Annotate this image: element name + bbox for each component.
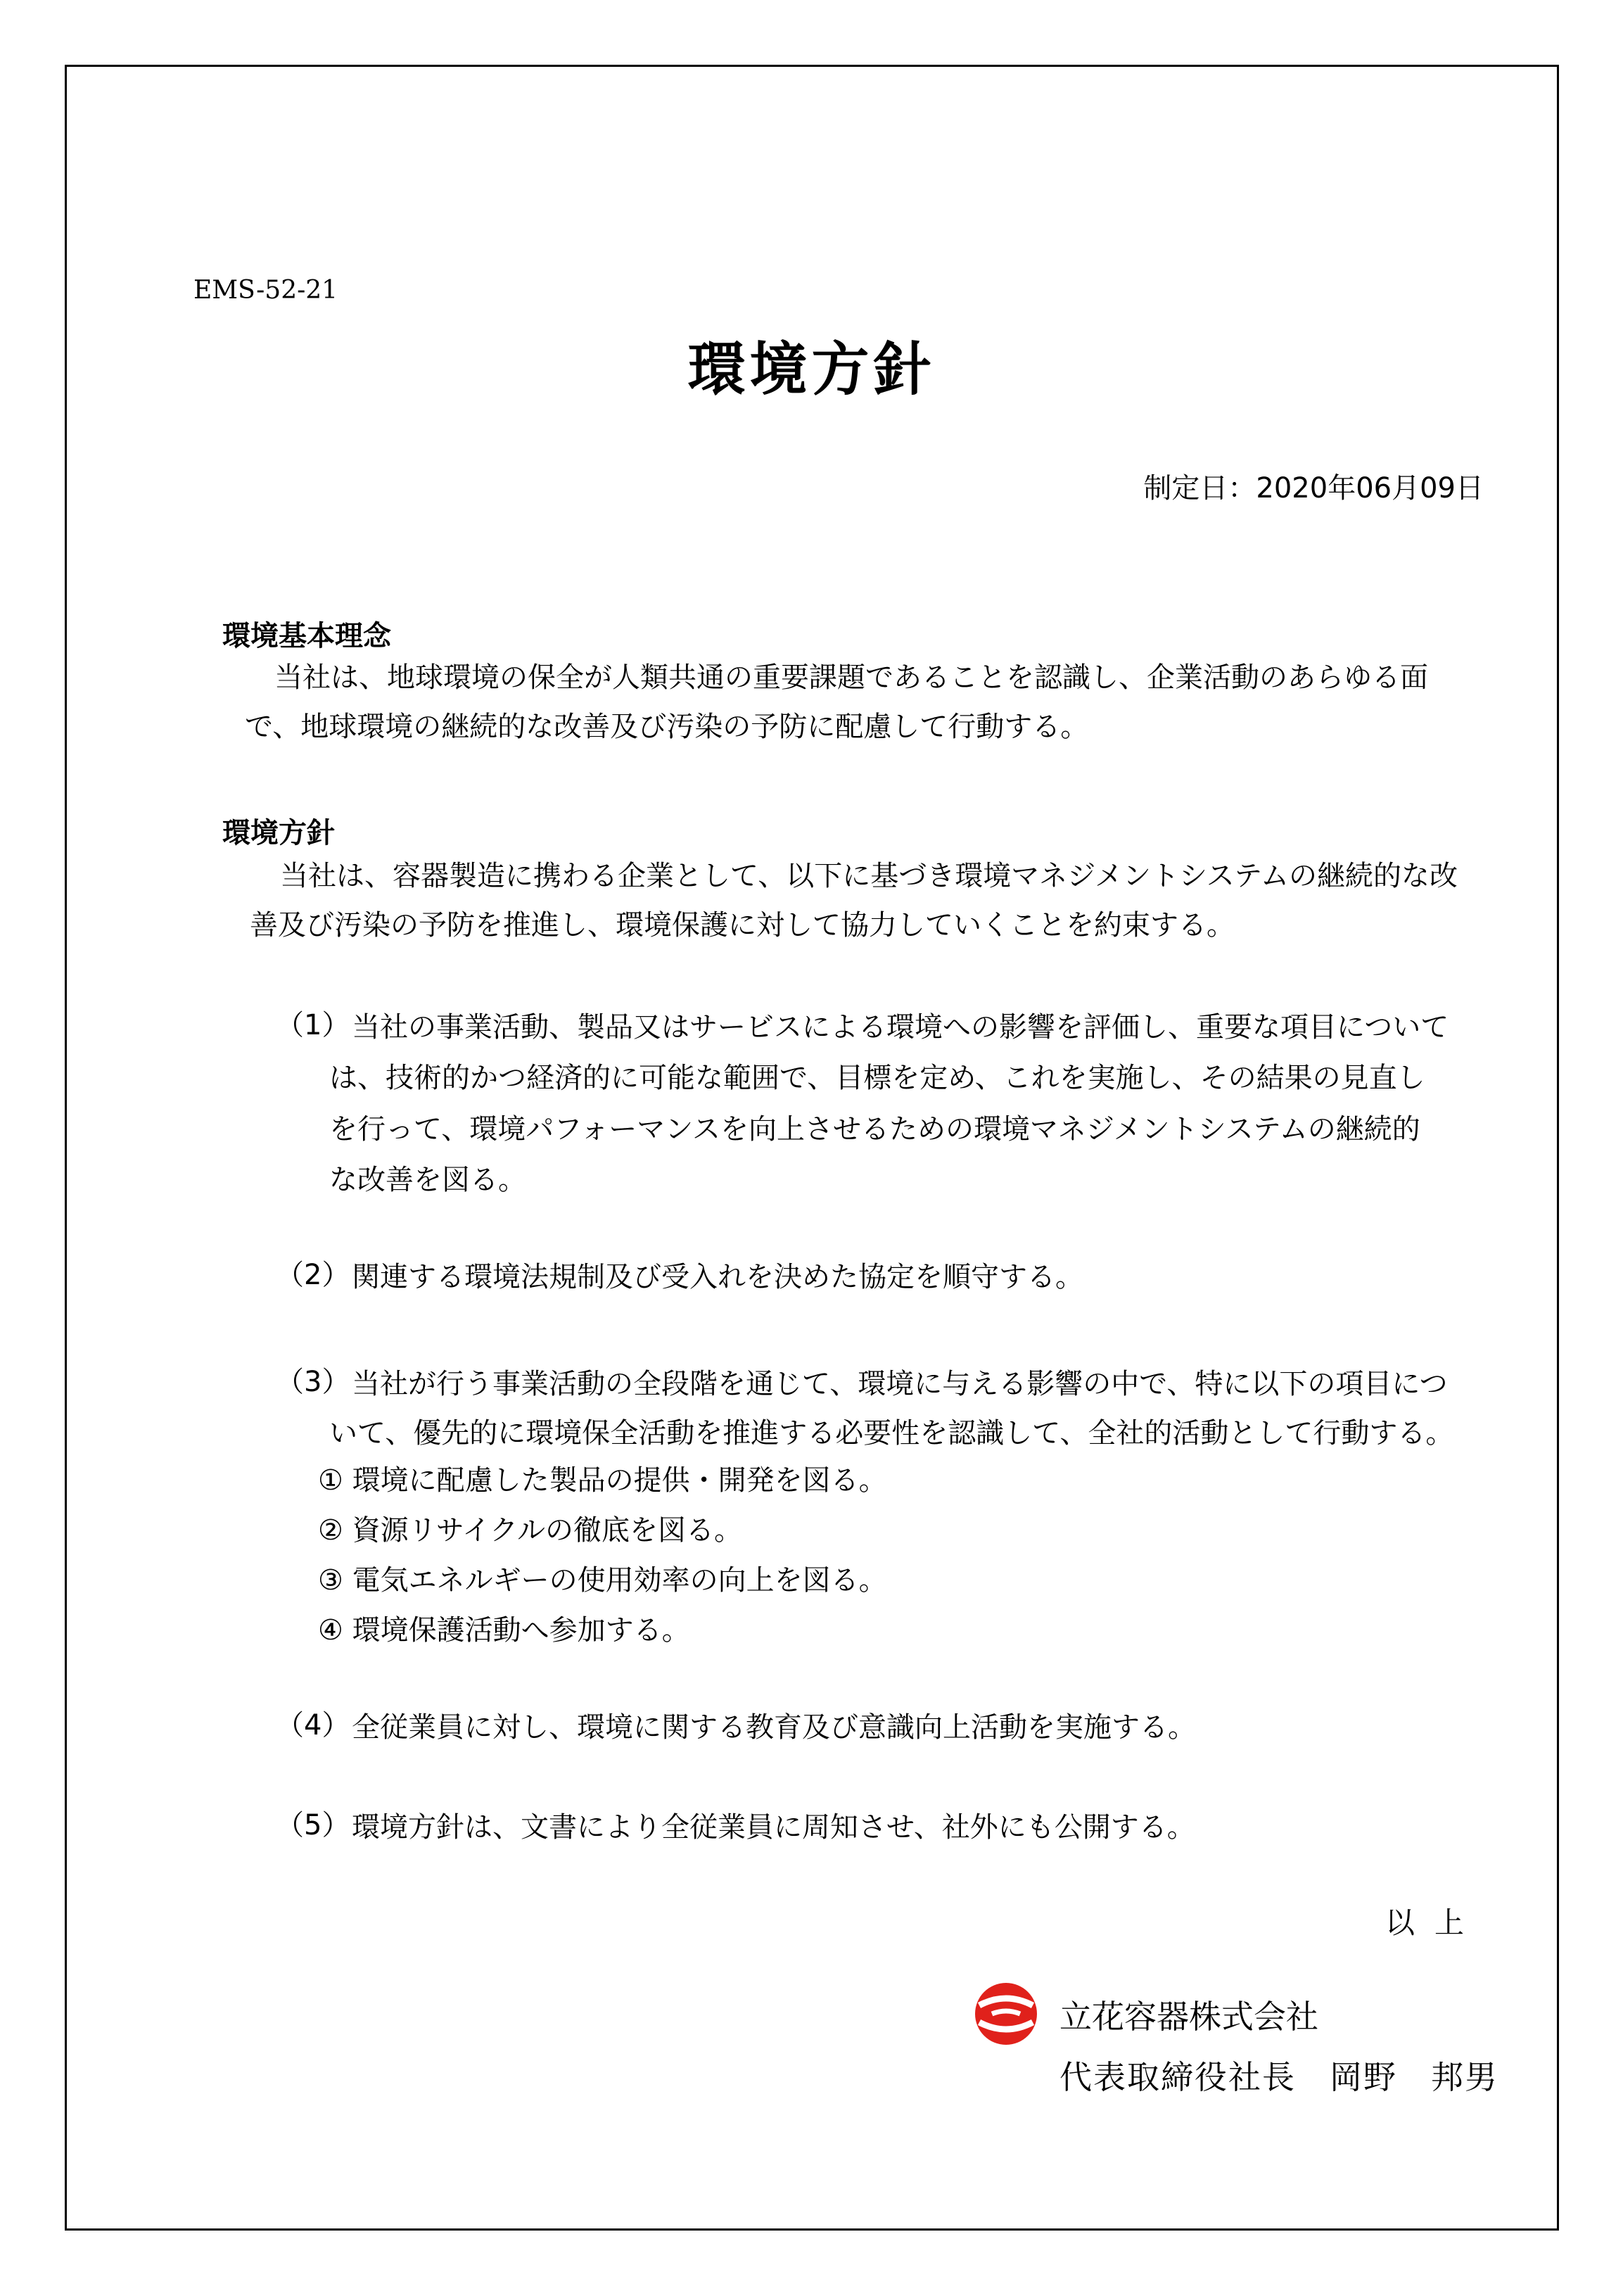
sub-item: ④ 環境保護活動へ参加する。 xyxy=(318,1614,690,1647)
section-heading-environmental-policy: 環境方針 xyxy=(222,817,335,849)
sub-item: ① 環境に配慮した製品の提供・開発を図る。 xyxy=(318,1464,887,1497)
item-4-line-1: 全従業員に対し、環境に関する教育及び意識向上活動を実施する。 xyxy=(352,1711,1196,1744)
item-3-line-2: いて、優先的に環境保全活動を推進する必要性を認識して、全社的活動として行動する。 xyxy=(329,1417,1454,1450)
item-number: （3） xyxy=(276,1366,350,1398)
item-1-line-2: は、技術的かつ経済的に可能な範囲で、目標を定め、これを実施し、その結果の見直し xyxy=(329,1062,1425,1094)
sub-item: ③ 電気エネルギーの使用効率の向上を図る。 xyxy=(318,1564,887,1597)
item-3-line-1: 当社が行う事業活動の全段階を通じて、環境に与える影響の中で、特に以下の項目につ xyxy=(352,1368,1448,1400)
item-number: （2） xyxy=(276,1259,350,1291)
policy-intro-line-1: 当社は、容器製造に携わる企業として、以下に基づき環境マネジメントシステムの継続的な改 xyxy=(280,860,1458,892)
company-logo-icon xyxy=(971,1979,1041,2049)
policy-intro-line-2: 善及び汚染の予防を推進し、環境保護に対して協力していくことを約束する。 xyxy=(250,909,1235,941)
item-1-line-1: 当社の事業活動、製品又はサービスによる環境への影響を評価し、重要な項目について xyxy=(352,1011,1449,1044)
sub-item: ② 資源リサイクルの徹底を図る。 xyxy=(318,1514,742,1547)
item-number: （1） xyxy=(276,1009,350,1041)
item-1-line-3: を行って、環境パフォーマンスを向上させるための環境マネジメントシステムの継続的 xyxy=(329,1113,1420,1146)
item-1-line-4: な改善を図る。 xyxy=(329,1164,526,1196)
basic-philosophy-line-2: で、地球環境の継続的な改善及び汚染の予防に配慮して行動する。 xyxy=(245,711,1089,743)
representative-name: 代表取締役社長 岡野 邦男 xyxy=(1059,2058,1498,2096)
item-number: （5） xyxy=(276,1809,350,1841)
closing-mark: 以上 xyxy=(1385,1905,1484,1940)
item-2-line-1: 関連する環境法規制及び受入れを決めた協定を順守する。 xyxy=(352,1261,1083,1293)
item-number: （4） xyxy=(276,1709,350,1742)
basic-philosophy-line-1: 当社は、地球環境の保全が人類共通の重要課題であることを認識し、企業活動のあらゆる面 xyxy=(274,661,1428,694)
established-date: 制定日：2020年06月09日 xyxy=(1143,472,1484,505)
section-heading-basic-philosophy: 環境基本理念 xyxy=(222,620,391,652)
company-name: 立花容器株式会社 xyxy=(1059,1998,1318,2036)
document-id: EMS-52-21 xyxy=(193,276,338,305)
page-title: 環境方針 xyxy=(687,336,936,403)
item-5-line-1: 環境方針は、文書により全従業員に周知させ、社外にも公開する。 xyxy=(352,1811,1195,1844)
